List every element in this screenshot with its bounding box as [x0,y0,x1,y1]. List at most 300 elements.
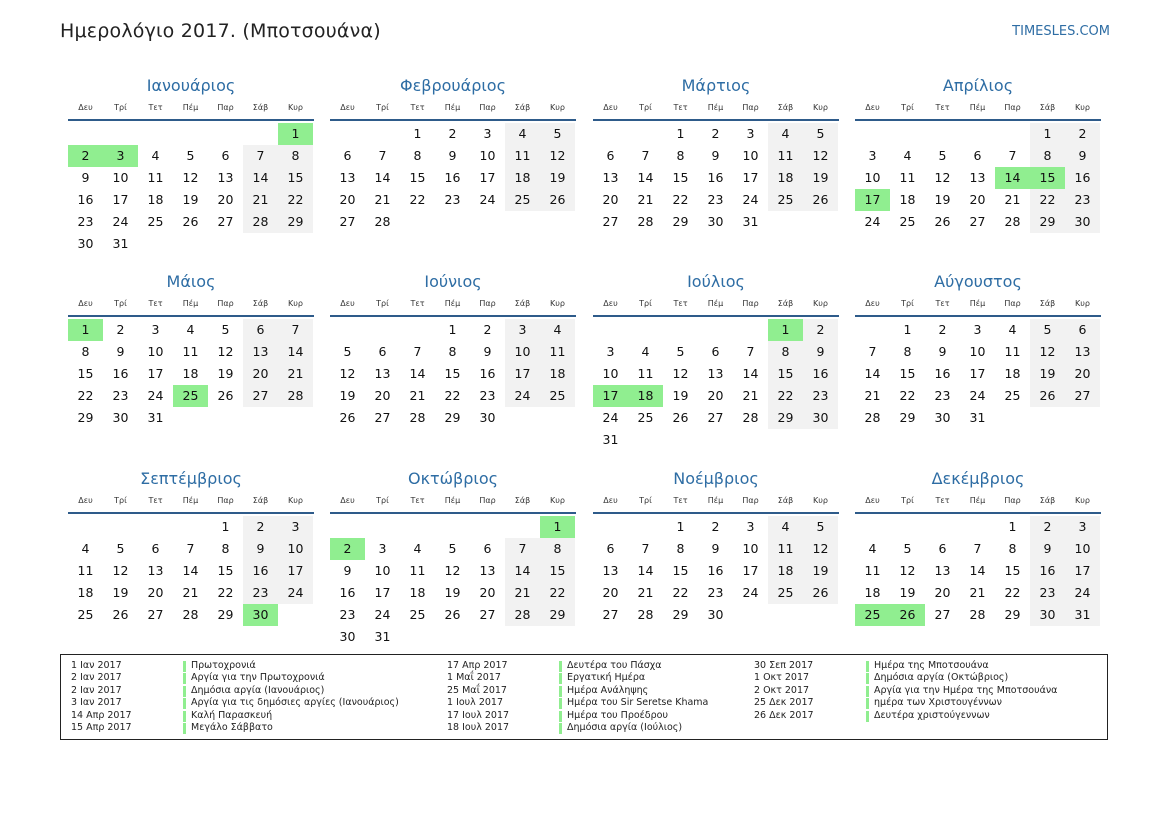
weekday-label: Κυρ [1075,103,1090,112]
holiday-day-cell: 2 [330,538,365,560]
day-cell: 7 [505,538,540,560]
day-cell: 17 [505,363,540,385]
day-cell: 12 [803,538,838,560]
holiday-day-cell: 17 [855,189,890,211]
weekday-label: Πέμ [969,496,986,505]
day-cell: 22 [1030,189,1065,211]
day-cell: 1 [1030,123,1065,145]
day-cell: 9 [938,344,947,359]
header-divider [593,512,839,514]
day-cell: 9 [711,541,720,556]
day-cell: 30 [1065,211,1100,233]
day-cell: 18 [540,363,575,385]
holiday-marker [559,673,562,684]
weekday-label: Κυρ [813,103,828,112]
weekday-label: Τρί [639,496,652,505]
day-cell: 3 [1065,516,1100,538]
day-cell: 8 [676,148,685,163]
day-cell: 4 [186,322,195,337]
day-cell: 23 [934,388,951,403]
day-cell: 4 [868,541,877,556]
day-cell: 26 [112,607,129,622]
day-cell: 24 [602,410,619,425]
day-cell: 6 [606,148,615,163]
weekday-label: Πέμ [444,103,461,112]
header-divider [855,119,1101,121]
header-divider [68,119,314,121]
day-cell: 9 [1065,145,1100,167]
weekday-header [593,496,839,510]
weekday-label: Κυρ [288,496,303,505]
day-cell: 28 [182,607,199,622]
day-cell: 4 [768,516,803,538]
day-cell: 27 [1065,385,1100,407]
weekday-label: Σάβ [777,496,794,505]
weekday-label: Κυρ [288,299,303,308]
day-cell: 31 [742,214,759,229]
weekday-label: Τρί [639,299,652,308]
day-cell: 3 [151,322,160,337]
day-cell: 14 [505,560,540,582]
day-cell: 2 [116,322,125,337]
day-cell: 23 [77,214,94,229]
day-cell: 3 [746,519,755,534]
weekday-label: Πέμ [969,103,986,112]
weekday-label: Παρ [217,496,234,505]
day-cell: 29 [899,410,916,425]
day-cell: 18 [864,585,881,600]
day-cell: 25 [147,214,164,229]
weekday-label: Πέμ [707,299,724,308]
holiday-day-cell: 1 [68,319,103,341]
month-name: Οκτώβριος [407,469,498,488]
day-cell: 19 [934,192,951,207]
weekday-label: Δευ [603,299,618,308]
day-cell: 25 [899,214,916,229]
day-cell: 19 [444,585,461,600]
weekday-label: Δευ [340,103,355,112]
day-cell: 24 [374,607,391,622]
day-cell: 21 [505,582,540,604]
day-cell: 18 [1004,366,1021,381]
weekday-label: Τρί [901,103,914,112]
day-cell: 27 [339,214,356,229]
day-cell: 10 [1065,538,1100,560]
day-cell: 26 [182,214,199,229]
weekday-label: Σάβ [777,103,794,112]
day-cell: 23 [803,385,838,407]
day-cell: 29 [278,211,313,233]
weekday-label: Τρί [901,496,914,505]
holiday-name: Εργατική Ημέρα [567,672,646,684]
holiday-marker [559,686,562,697]
day-cell: 26 [339,410,356,425]
weekday-label: Πέμ [707,103,724,112]
day-cell: 4 [641,344,650,359]
month-name: Ιούλιος [687,272,745,291]
day-cell: 9 [1030,538,1065,560]
day-cell: 6 [606,541,615,556]
day-cell: 17 [742,170,759,185]
header-divider [330,512,576,514]
day-cell: 27 [602,214,619,229]
weekday-label: Σάβ [514,496,531,505]
day-cell: 18 [505,167,540,189]
holiday-date: 25 Μαΐ 2017 [447,684,507,696]
month-name: Μάιος [166,272,216,291]
weekday-label: Κυρ [813,496,828,505]
weekday-header [593,103,839,117]
holiday-name: Πρωτοχρονιά [191,660,256,671]
day-cell: 5 [803,516,838,538]
day-cell: 20 [374,388,391,403]
day-cell: 29 [77,410,94,425]
day-cell: 2 [803,319,838,341]
day-cell: 24 [1065,582,1100,604]
day-cell: 6 [711,344,720,359]
day-cell: 22 [899,388,916,403]
day-cell: 8 [1008,541,1017,556]
day-cell: 21 [742,388,759,403]
day-cell: 20 [1065,363,1100,385]
day-cell: 7 [378,148,387,163]
weekday-header [68,299,314,313]
day-cell: 12 [803,145,838,167]
day-cell: 20 [969,192,986,207]
day-cell: 3 [973,322,982,337]
weekday-header [855,299,1101,313]
weekday-header [855,496,1101,510]
day-cell: 29 [1004,607,1021,622]
day-cell: 7 [243,145,278,167]
day-cell: 3 [278,516,313,538]
day-cell: 23 [479,388,496,403]
holiday-day-cell: 1 [278,123,313,145]
day-cell: 21 [637,192,654,207]
holiday-day-cell: 18 [628,385,663,407]
day-cell: 6 [221,148,230,163]
day-cell: 24 [147,388,164,403]
day-cell: 4 [903,148,912,163]
day-cell: 22 [217,585,234,600]
weekday-label: Παρ [217,103,234,112]
header-divider [855,512,1101,514]
day-cell: 26 [540,189,575,211]
day-cell: 8 [768,341,803,363]
weekday-label: Τρί [114,496,127,505]
day-cell: 7 [641,541,650,556]
day-cell: 24 [505,385,540,407]
day-cell: 4 [768,123,803,145]
day-cell: 22 [672,192,689,207]
day-cell: 3 [378,541,387,556]
day-cell: 16 [444,170,461,185]
day-cell: 18 [147,192,164,207]
day-cell: 20 [602,585,619,600]
day-cell: 5 [221,322,230,337]
day-cell: 16 [112,366,129,381]
holiday-day-cell: 26 [890,604,925,626]
day-cell: 10 [969,344,986,359]
day-cell: 8 [81,344,90,359]
month-name: Νοέμβριος [673,469,759,488]
weekday-label: Τετ [935,299,950,308]
day-cell: 21 [864,388,881,403]
weekday-label: Παρ [479,496,496,505]
day-cell: 29 [768,407,803,429]
day-cell: 28 [742,410,759,425]
day-cell: 28 [505,604,540,626]
day-cell: 10 [479,148,496,163]
day-cell: 13 [243,341,278,363]
day-cell: 17 [479,170,496,185]
header-divider [68,315,314,317]
day-cell: 13 [602,170,619,185]
day-cell: 5 [938,148,947,163]
day-cell: 15 [409,170,426,185]
day-cell: 17 [112,192,129,207]
day-cell: 8 [903,344,912,359]
weekday-label: Τετ [673,103,688,112]
header-divider [68,512,314,514]
holiday-name: Ημέρα Ανάληψης [567,684,649,696]
holiday-day-cell: 25 [173,385,208,407]
day-cell: 26 [444,607,461,622]
weekday-label: Δευ [865,299,880,308]
day-cell: 23 [1030,582,1065,604]
weekday-label: Τετ [673,299,688,308]
day-cell: 21 [1004,192,1021,207]
weekday-label: Κυρ [550,496,565,505]
day-cell: 1 [676,126,685,141]
day-cell: 15 [278,167,313,189]
weekday-label: Δευ [78,103,93,112]
weekday-label: Τετ [410,299,425,308]
day-cell: 19 [803,560,838,582]
day-cell: 2 [711,519,720,534]
day-cell: 1 [676,519,685,534]
day-cell: 11 [768,538,803,560]
day-cell: 13 [147,563,164,578]
day-cell: 17 [278,560,313,582]
day-cell: 5 [676,344,685,359]
holiday-date: 3 Ιαν 2017 [71,697,122,709]
day-cell: 14 [243,167,278,189]
page-title: Ημερολόγιο 2017. (Μποτσουάνα) [60,20,381,42]
weekday-header [68,496,314,510]
day-cell: 22 [540,582,575,604]
weekday-label: Πέμ [969,299,986,308]
day-cell: 14 [637,563,654,578]
day-cell: 28 [1004,214,1021,229]
day-cell: 3 [483,126,492,141]
day-cell: 4 [413,541,422,556]
day-cell: 28 [637,214,654,229]
day-cell: 25 [77,607,94,622]
day-cell: 28 [409,410,426,425]
weekday-label: Δευ [603,103,618,112]
day-cell: 7 [413,344,422,359]
weekday-label: Σάβ [252,299,269,308]
weekday-label: Κυρ [813,299,828,308]
day-cell: 31 [1065,604,1100,626]
weekday-label: Πέμ [707,496,724,505]
day-cell: 15 [672,563,689,578]
day-cell: 13 [217,170,234,185]
day-cell: 1 [448,322,457,337]
weekday-label: Κυρ [550,299,565,308]
weekday-label: Παρ [742,103,759,112]
weekday-header [330,103,576,117]
header-divider [593,315,839,317]
holiday-marker [559,661,562,672]
holiday-marker [559,711,562,722]
day-cell: 21 [278,363,313,385]
day-cell: 2 [938,322,947,337]
day-cell: 25 [768,189,803,211]
day-cell: 16 [707,170,724,185]
holiday-date: 30 Σεπ 2017 [754,660,814,671]
day-cell: 13 [934,563,951,578]
weekday-header [330,496,576,510]
day-cell: 22 [409,192,426,207]
weekday-label: Παρ [1004,299,1021,308]
holiday-name: Ημέρα του Προέδρου [567,709,668,721]
holiday-name: Δευτέρα χριστούγεννων [874,709,990,721]
weekday-label: Σάβ [252,496,269,505]
day-cell: 13 [479,563,496,578]
weekday-label: Παρ [1004,496,1021,505]
day-cell: 9 [483,344,492,359]
day-cell: 12 [217,344,234,359]
day-cell: 4 [81,541,90,556]
month-name: Απρίλιος [942,76,1014,95]
day-cell: 27 [969,214,986,229]
day-cell: 9 [116,344,125,359]
day-cell: 14 [969,563,986,578]
day-cell: 5 [903,541,912,556]
weekday-label: Πέμ [444,496,461,505]
day-cell: 19 [803,167,838,189]
day-cell: 27 [479,607,496,622]
day-cell: 7 [868,344,877,359]
holiday-marker [183,661,186,672]
day-cell: 26 [672,410,689,425]
holiday-day-cell: 17 [593,385,628,407]
day-cell: 15 [540,560,575,582]
day-cell: 10 [374,563,391,578]
header-divider [593,119,839,121]
day-cell: 23 [707,192,724,207]
day-cell: 19 [899,585,916,600]
day-cell: 12 [444,563,461,578]
day-cell: 10 [864,170,881,185]
day-cell: 24 [969,388,986,403]
day-cell: 5 [116,541,125,556]
weekday-label: Δευ [78,496,93,505]
day-cell: 14 [182,563,199,578]
holiday-date: 17 Ιουλ 2017 [447,709,510,721]
day-cell: 23 [1065,189,1100,211]
day-cell: 8 [1030,145,1065,167]
day-cell: 19 [182,192,199,207]
day-cell: 23 [707,585,724,600]
weekday-header [593,299,839,313]
weekday-label: Τρί [376,103,389,112]
day-cell: 30 [707,214,724,229]
day-cell: 1 [903,322,912,337]
day-cell: 21 [409,388,426,403]
weekday-label: Πέμ [182,299,199,308]
day-cell: 15 [672,170,689,185]
month-name: Ιανουάριος [146,76,236,95]
day-cell: 20 [339,192,356,207]
day-cell: 4 [1008,322,1017,337]
day-cell: 19 [339,388,356,403]
day-cell: 27 [147,607,164,622]
day-cell: 7 [641,148,650,163]
day-cell: 1 [1008,519,1017,534]
holiday-date: 25 Δεκ 2017 [754,697,814,709]
day-cell: 3 [746,126,755,141]
day-cell: 15 [444,366,461,381]
holiday-day-cell: 1 [768,319,803,341]
day-cell: 5 [343,344,352,359]
holiday-marker [183,698,186,709]
day-cell: 3 [868,148,877,163]
site-link[interactable]: TIMESLES.COM [1012,24,1110,39]
day-cell: 28 [969,607,986,622]
day-cell: 8 [540,538,575,560]
day-cell: 22 [1004,585,1021,600]
holiday-name: Δημόσια αργία (Ιούλιος) [567,721,683,733]
day-cell: 2 [483,322,492,337]
weekday-label: Παρ [479,103,496,112]
day-cell: 24 [479,192,496,207]
day-cell: 29 [540,604,575,626]
day-cell: 30 [339,629,356,644]
day-cell: 8 [221,541,230,556]
day-cell: 9 [448,148,457,163]
day-cell: 4 [151,148,160,163]
day-cell: 22 [77,388,94,403]
holiday-date: 1 Μαΐ 2017 [447,672,501,684]
weekday-label: Παρ [742,496,759,505]
day-cell: 25 [505,189,540,211]
day-cell: 20 [707,388,724,403]
day-cell: 17 [374,585,391,600]
day-cell: 16 [243,560,278,582]
day-cell: 22 [768,385,803,407]
day-cell: 28 [637,607,654,622]
day-cell: 26 [803,189,838,211]
day-cell: 19 [217,366,234,381]
holiday-date: 2 Ιαν 2017 [71,672,122,684]
weekday-label: Δευ [865,496,880,505]
day-cell: 2 [243,516,278,538]
day-cell: 16 [77,192,94,207]
day-cell: 16 [339,585,356,600]
weekday-label: Παρ [742,299,759,308]
day-cell: 21 [637,585,654,600]
weekday-label: Σάβ [514,103,531,112]
day-cell: 6 [1065,319,1100,341]
day-cell: 21 [374,192,391,207]
weekday-label: Τρί [376,299,389,308]
holiday-name: Δημόσια αργία (Ιανουάριος) [191,684,325,696]
day-cell: 11 [899,170,916,185]
weekday-label: Τετ [673,496,688,505]
